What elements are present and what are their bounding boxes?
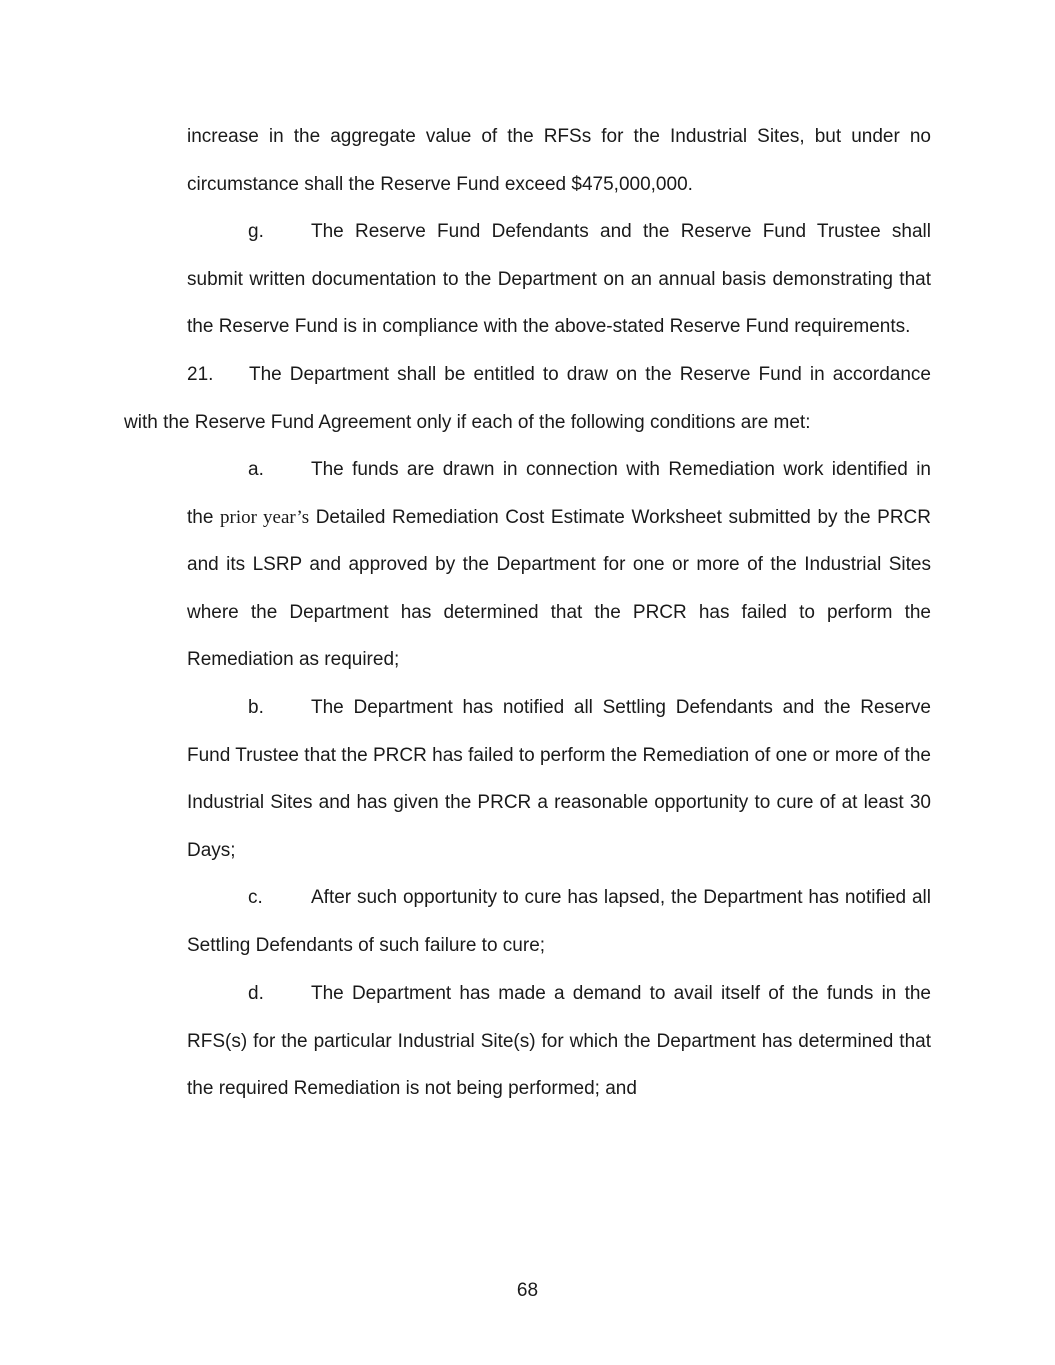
paragraph-a-text-end: Detailed Remediation Cost Estimate Worksheet submitted by the PRCR and its LSRP and approved by the Department for one or more of the Industrial Sites where the Department has determined that the PRCR has failed to perform the Remediation as required; [187, 506, 931, 671]
paragraph-a-serif-text: prior year’s [220, 506, 310, 528]
paragraph-b-text: The Department has notified all Settling Defendants and the Reserve Fund Trustee that the PRCR has failed to perform the Remediation of one or more of the Industrial Sites and has given the PRCR a reasonable opportunity to cure of at least 30 Days; [187, 697, 931, 861]
paragraph-marker-d: d. [248, 983, 264, 1004]
page-number: 68 [516, 1280, 539, 1301]
paragraph-c [187, 874, 931, 969]
paragraph-marker-a: a. [248, 459, 264, 480]
paragraph-c-text: After such opportunity to cure has lapsed, the Department has notified all Settling Defendants of such failure to cure; [187, 887, 931, 956]
paragraph-g [187, 208, 931, 351]
paragraph-marker-c: c. [248, 887, 263, 908]
paragraph-b [187, 684, 931, 874]
paragraph-21 [124, 351, 931, 446]
continuation-paragraph: increase in the aggregate value of the RFSs for the Industrial Sites, but under no circumstance shall the Reserve Fund exceed $475,000,000. [187, 126, 931, 195]
paragraph-d [187, 970, 931, 1113]
paragraph-g-text: The Reserve Fund Defendants and the Reserve Fund Trustee shall submit written documentation to the Department on an annual basis demonstrating that the Reserve Fund is in compliance with the above-stated Reserve Fund requirements. [187, 221, 931, 338]
paragraph-d-text: The Department has made a demand to avail itself of the funds in the RFS(s) for the particular Industrial Site(s) for which the Department has determined that the required Remediation is not being performed; and [187, 983, 931, 1100]
paragraph-a [187, 446, 931, 684]
paragraph-marker-g: g. [248, 221, 264, 242]
paragraph-a-text-start: The funds are drawn in connection with Remediation work identified in the [187, 459, 931, 528]
paragraph-marker-b: b. [248, 697, 264, 718]
paragraph-21-text: The Department shall be entitled to draw on the Reserve Fund in accordance with the Reserve Fund Agreement only if each of the following conditions are met: [124, 364, 931, 433]
paragraph-marker-21: 21. [187, 364, 214, 385]
